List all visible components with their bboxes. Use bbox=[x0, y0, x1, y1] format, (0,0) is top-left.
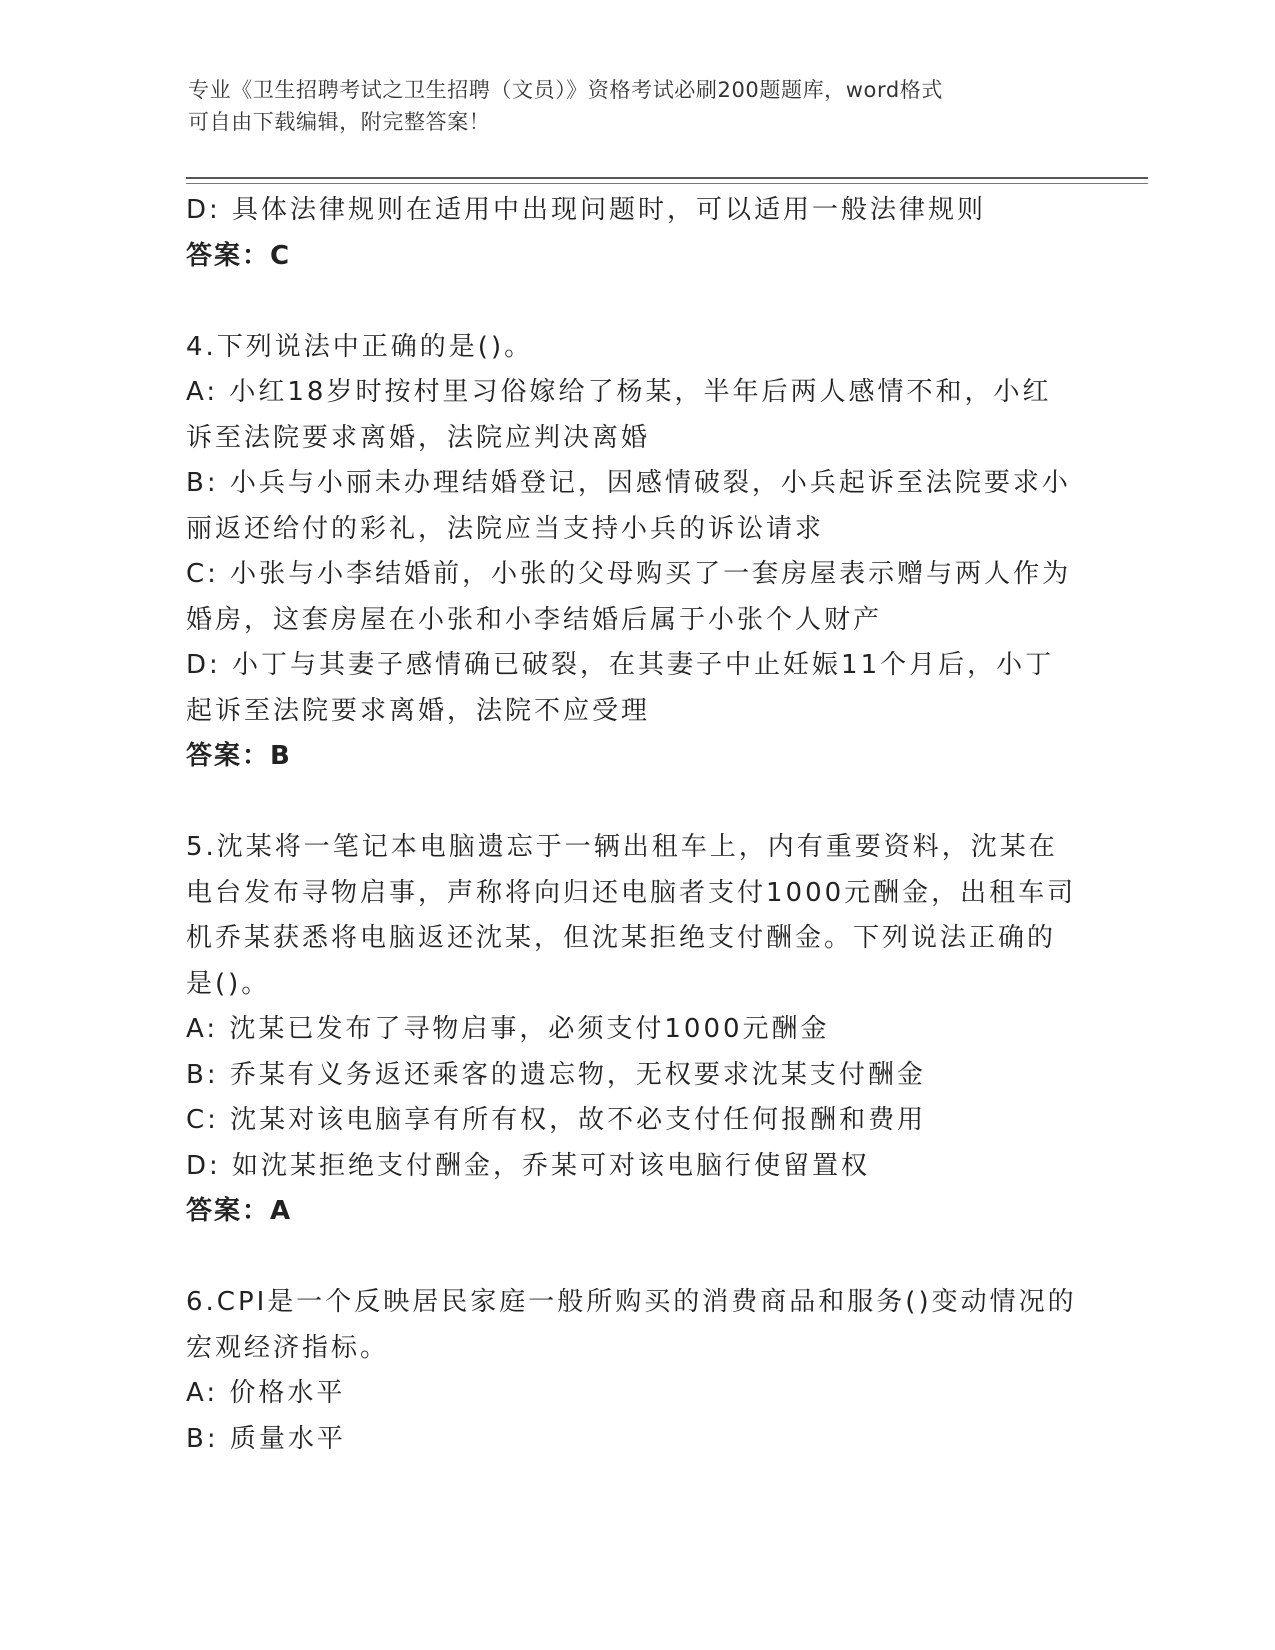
spacer bbox=[186, 279, 1086, 325]
question-stem: 6.CPI是一个反映居民家庭一般所购买的消费商品和服务()变动情况的 bbox=[186, 1287, 1077, 1317]
option-b: B: 小兵与小丽未办理结婚登记，因感情破裂，小兵起诉至法院要求小 bbox=[186, 468, 1071, 498]
option-a-cont: 诉至法院要求离婚，法院应判决离婚 bbox=[186, 422, 651, 453]
question-6 bbox=[186, 1280, 1086, 1462]
option-a: A: 价格水平 bbox=[186, 1378, 346, 1408]
option-b: B: 质量水平 bbox=[186, 1423, 346, 1454]
header-line-1: 专业《卫生招聘考试之卫生招聘（文员）》资格考试必刷200题题库，word格式 bbox=[188, 78, 943, 102]
spacer bbox=[186, 1235, 1086, 1281]
question-4 bbox=[186, 325, 1086, 780]
option-d: D: 小丁与其妻子感情确已破裂，在其妻子中止妊娠11个月后，小丁 bbox=[186, 650, 1055, 680]
option-d-cont: 起诉至法院要求离婚，法院不应受理 bbox=[186, 695, 651, 726]
document-body bbox=[186, 188, 1086, 1462]
question-stem-cont: 电台发布寻物启事，声称将向归还电脑者支付1000元酬金，出租车司 bbox=[186, 877, 1077, 908]
answer: 答案：A bbox=[186, 1196, 293, 1226]
option-a: A: 小红18岁时按村里习俗嫁给了杨某，半年后两人感情不和，小红 bbox=[186, 377, 1052, 407]
option-c: C: 小张与小李结婚前，小张的父母购买了一套房屋表示赠与两人作为 bbox=[186, 559, 1072, 589]
option-d: D: 具体法律规则在适用中出现问题时，可以适用一般法律规则 bbox=[186, 195, 987, 225]
question-5 bbox=[186, 825, 1086, 1235]
question-stem: 5.沈某将一笔记本电脑遗忘于一辆出租车上，内有重要资料，沈某在 bbox=[186, 832, 1058, 862]
answer: 答案：C bbox=[186, 240, 292, 271]
header-line-2: 可自由下载编辑，附完整答案！ bbox=[188, 110, 491, 134]
question-stem: 4.下列说法中正确的是()。 bbox=[186, 331, 534, 362]
question-stem-cont: 机乔某获悉将电脑返还沈某，但沈某拒绝支付酬金。下列说法正确的 bbox=[186, 923, 1057, 953]
answer: 答案：B bbox=[186, 741, 292, 771]
option-c-cont: 婚房，这套房屋在小张和小李结婚后属于小张个人财产 bbox=[186, 604, 883, 635]
question-stem-cont: 是()。 bbox=[186, 968, 271, 999]
header-rule-thin bbox=[186, 183, 1148, 184]
option-b-cont: 丽返还给付的彩礼，法院应当支持小兵的诉讼请求 bbox=[186, 513, 825, 544]
option-b: B: 乔某有义务返还乘客的遗忘物，无权要求沈某支付酬金 bbox=[186, 1059, 926, 1090]
spacer bbox=[186, 780, 1086, 826]
question-stem-cont: 宏观经济指标。 bbox=[186, 1332, 390, 1363]
option-a: A: 沈某已发布了寻物启事，必须支付1000元酬金 bbox=[186, 1014, 830, 1044]
option-d: D: 如沈某拒绝支付酬金，乔某可对该电脑行使留置权 bbox=[186, 1150, 871, 1181]
option-c: C: 沈某对该电脑享有所有权，故不必支付任何报酬和费用 bbox=[186, 1105, 927, 1135]
page-header bbox=[188, 74, 1088, 138]
question-3-continued bbox=[186, 188, 1086, 279]
header-rule-thick bbox=[186, 177, 1148, 179]
